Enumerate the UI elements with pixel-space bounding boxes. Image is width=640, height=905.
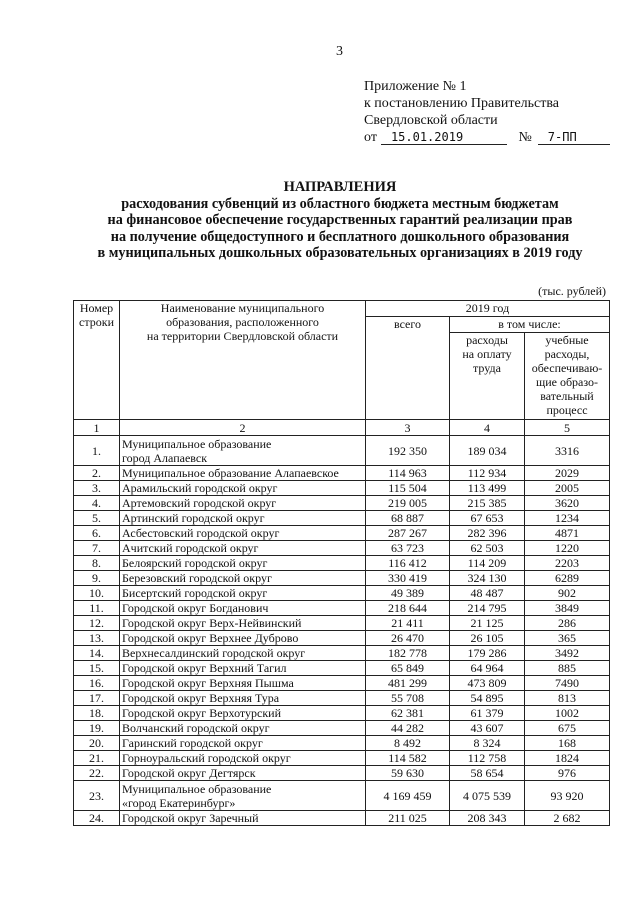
municipality-name-line: Городской округ Верхний Тагил xyxy=(122,661,287,675)
educational-expenses-amount: 2029 xyxy=(525,466,610,481)
title-line-1: расходования субвенций из областного бюджета местным бюджетам xyxy=(121,195,559,212)
educational-expenses-amount: 3492 xyxy=(525,646,610,661)
educational-expenses-amount: 3316 xyxy=(525,436,610,466)
municipality-name xyxy=(120,631,366,646)
educational-expenses-amount: 976 xyxy=(525,766,610,781)
header-including: в том числе: xyxy=(450,317,610,333)
row-number: 10. xyxy=(74,586,120,601)
table-row xyxy=(74,661,610,676)
salary-amount: 8 324 xyxy=(450,736,525,751)
total-amount: 182 778 xyxy=(366,646,450,661)
municipality-name xyxy=(120,586,366,601)
table-row xyxy=(74,736,610,751)
table-row xyxy=(74,721,610,736)
table-row xyxy=(74,556,610,571)
row-number: 6. xyxy=(74,526,120,541)
educational-expenses-amount: 4871 xyxy=(525,526,610,541)
table-row xyxy=(74,646,610,661)
row-number: 16. xyxy=(74,676,120,691)
total-amount: 330 419 xyxy=(366,571,450,586)
row-number: 15. xyxy=(74,661,120,676)
educational-expenses-amount: 2 682 xyxy=(525,811,610,826)
educational-expenses-amount: 1220 xyxy=(525,541,610,556)
appendix-line-1: Приложение № 1 xyxy=(364,79,467,94)
municipality-name-line: Гаринский городской округ xyxy=(122,736,263,750)
total-amount: 192 350 xyxy=(366,436,450,466)
row-number: 12. xyxy=(74,616,120,631)
row-number: 2. xyxy=(74,466,120,481)
educational-expenses-amount: 3849 xyxy=(525,601,610,616)
table-row xyxy=(74,526,610,541)
table-row xyxy=(74,676,610,691)
educational-expenses-amount: 1002 xyxy=(525,706,610,721)
appendix-date-line xyxy=(364,129,610,146)
number-prefix: № xyxy=(518,130,532,145)
subvention-table xyxy=(73,300,610,826)
total-amount: 68 887 xyxy=(366,511,450,526)
municipality-name-line: Городской округ Верхотурский xyxy=(122,706,282,720)
row-number: 11. xyxy=(74,601,120,616)
municipality-name xyxy=(120,691,366,706)
total-amount: 59 630 xyxy=(366,766,450,781)
title-heading: НАПРАВЛЕНИЯ xyxy=(283,179,397,195)
municipality-name-line: Горноуральский городской округ xyxy=(122,751,291,765)
column-number: 3 xyxy=(366,420,450,436)
educational-expenses-amount: 1824 xyxy=(525,751,610,766)
appendix-block xyxy=(364,78,610,146)
educational-expenses-amount: 2203 xyxy=(525,556,610,571)
table-row xyxy=(74,691,610,706)
educational-expenses-amount: 168 xyxy=(525,736,610,751)
municipality-name-line: Белоярский городской округ xyxy=(122,556,268,570)
municipality-name-line: Верхнесалдинский городской округ xyxy=(122,646,306,660)
table-row xyxy=(74,751,610,766)
salary-amount: 54 895 xyxy=(450,691,525,706)
total-amount: 116 412 xyxy=(366,556,450,571)
table-row xyxy=(74,601,610,616)
total-amount: 211 025 xyxy=(366,811,450,826)
page-number: 3 xyxy=(336,44,343,59)
educational-expenses-amount: 2005 xyxy=(525,481,610,496)
table-row xyxy=(74,766,610,781)
salary-amount: 112 934 xyxy=(450,466,525,481)
row-number: 3. xyxy=(74,481,120,496)
title-line-2: на финансовое обеспечение государственных гарантий реализации прав xyxy=(107,212,573,229)
header-year: 2019 год xyxy=(366,301,610,317)
salary-amount: 4 075 539 xyxy=(450,781,525,811)
educational-expenses-amount: 902 xyxy=(525,586,610,601)
row-number: 22. xyxy=(74,766,120,781)
salary-amount: 473 809 xyxy=(450,676,525,691)
header-total: всего xyxy=(366,317,450,420)
municipality-name-line: «город Екатеринбург» xyxy=(122,795,236,810)
total-amount: 63 723 xyxy=(366,541,450,556)
total-amount: 55 708 xyxy=(366,691,450,706)
municipality-name xyxy=(120,466,366,481)
units-label: (тыс. рублей) xyxy=(538,284,606,298)
municipality-name-line: Городской округ Верхняя Пышма xyxy=(122,676,294,690)
row-number: 9. xyxy=(74,571,120,586)
salary-amount: 48 487 xyxy=(450,586,525,601)
salary-amount: 26 105 xyxy=(450,631,525,646)
educational-expenses-amount: 3620 xyxy=(525,496,610,511)
salary-amount: 67 653 xyxy=(450,511,525,526)
salary-amount: 282 396 xyxy=(450,526,525,541)
educational-expenses-amount: 365 xyxy=(525,631,610,646)
row-number: 23. xyxy=(74,781,120,811)
municipality-name-line: Городской округ Верхняя Тура xyxy=(122,691,280,705)
municipality-name xyxy=(120,571,366,586)
salary-amount: 324 130 xyxy=(450,571,525,586)
table-row xyxy=(74,571,610,586)
header-row-number: Номер строки xyxy=(74,301,120,420)
municipality-name-line: Городской округ Богданович xyxy=(122,601,269,615)
municipality-name xyxy=(120,751,366,766)
municipality-name-line: Артемовский городской округ xyxy=(122,496,277,510)
salary-amount: 62 503 xyxy=(450,541,525,556)
educational-expenses-amount: 7490 xyxy=(525,676,610,691)
salary-amount: 179 286 xyxy=(450,646,525,661)
total-amount: 49 389 xyxy=(366,586,450,601)
row-number: 17. xyxy=(74,691,120,706)
table-row xyxy=(74,811,610,826)
date-prefix: от xyxy=(364,130,377,145)
row-number: 4. xyxy=(74,496,120,511)
municipality-name xyxy=(120,736,366,751)
table-row xyxy=(74,541,610,556)
total-amount: 21 411 xyxy=(366,616,450,631)
municipality-name xyxy=(120,511,366,526)
municipality-name xyxy=(120,811,366,826)
municipality-name-line: Муниципальное образование Алапаевское xyxy=(122,466,339,480)
total-amount: 219 005 xyxy=(366,496,450,511)
salary-amount: 112 758 xyxy=(450,751,525,766)
table-row xyxy=(74,781,610,811)
municipality-name-line: Муниципальное образование xyxy=(122,781,272,796)
municipality-name-line: Арамильский городской округ xyxy=(122,481,278,495)
municipality-name xyxy=(120,616,366,631)
row-number: 7. xyxy=(74,541,120,556)
municipality-name-line: Березовский городской округ xyxy=(122,571,272,585)
row-number: 14. xyxy=(74,646,120,661)
educational-expenses-amount: 286 xyxy=(525,616,610,631)
resolution-date: 15.01.2019 xyxy=(381,130,507,145)
salary-amount: 64 964 xyxy=(450,661,525,676)
educational-expenses-amount: 1234 xyxy=(525,511,610,526)
header-educational-expenses: учебные расходы, обеспечиваю- щие образо- вательный процесс xyxy=(525,333,610,420)
municipality-name xyxy=(120,436,366,466)
column-number: 2 xyxy=(120,420,366,436)
salary-amount: 208 343 xyxy=(450,811,525,826)
salary-amount: 21 125 xyxy=(450,616,525,631)
educational-expenses-amount: 675 xyxy=(525,721,610,736)
table-row xyxy=(74,616,610,631)
municipality-name-line: Ачитский городской округ xyxy=(122,541,259,555)
salary-amount: 114 209 xyxy=(450,556,525,571)
municipality-name-line: город Алапаевск xyxy=(122,450,208,465)
row-number: 1. xyxy=(74,436,120,466)
total-amount: 65 849 xyxy=(366,661,450,676)
table-row xyxy=(74,631,610,646)
municipality-name-line: Городской округ Заречный xyxy=(122,811,259,825)
total-amount: 481 299 xyxy=(366,676,450,691)
educational-expenses-amount: 93 920 xyxy=(525,781,610,811)
total-amount: 26 470 xyxy=(366,631,450,646)
total-amount: 62 381 xyxy=(366,706,450,721)
title-line-3: на получение общедоступного и бесплатного дошкольного образования xyxy=(110,228,570,245)
municipality-name xyxy=(120,496,366,511)
row-number: 21. xyxy=(74,751,120,766)
salary-amount: 189 034 xyxy=(450,436,525,466)
column-number: 5 xyxy=(525,420,610,436)
municipality-name-line: Городской округ Дегтярск xyxy=(122,766,256,780)
municipality-name xyxy=(120,706,366,721)
total-amount: 8 492 xyxy=(366,736,450,751)
educational-expenses-amount: 885 xyxy=(525,661,610,676)
salary-amount: 61 379 xyxy=(450,706,525,721)
educational-expenses-amount: 813 xyxy=(525,691,610,706)
salary-amount: 214 795 xyxy=(450,601,525,616)
municipality-name-line: Городской округ Верх-Нейвинский xyxy=(122,616,302,630)
educational-expenses-amount: 6289 xyxy=(525,571,610,586)
title-line-4: в муниципальных дошкольных образовательных организациях в 2019 году xyxy=(97,245,583,262)
table-row xyxy=(74,496,610,511)
table-row xyxy=(74,586,610,601)
total-amount: 4 169 459 xyxy=(366,781,450,811)
column-number: 4 xyxy=(450,420,525,436)
row-number: 20. xyxy=(74,736,120,751)
document-title xyxy=(0,179,640,262)
header-salary: расходы на оплату труда xyxy=(450,333,525,420)
municipality-name-line: Бисертский городской округ xyxy=(122,586,268,600)
resolution-number: 7-ПП xyxy=(538,130,610,145)
municipality-name xyxy=(120,646,366,661)
total-amount: 44 282 xyxy=(366,721,450,736)
table-row xyxy=(74,511,610,526)
table-row xyxy=(74,481,610,496)
salary-amount: 215 385 xyxy=(450,496,525,511)
municipality-name-line: Волчанский городской округ xyxy=(122,721,270,735)
municipality-name xyxy=(120,661,366,676)
salary-amount: 43 607 xyxy=(450,721,525,736)
salary-amount: 113 499 xyxy=(450,481,525,496)
municipality-name xyxy=(120,481,366,496)
municipality-name xyxy=(120,601,366,616)
total-amount: 114 582 xyxy=(366,751,450,766)
row-number: 19. xyxy=(74,721,120,736)
municipality-name xyxy=(120,556,366,571)
header-name: Наименование муниципального образования, расположенного на территории Свердловской области xyxy=(120,301,366,420)
table-row xyxy=(74,706,610,721)
row-number: 18. xyxy=(74,706,120,721)
municipality-name-line: Муниципальное образование xyxy=(122,436,272,451)
column-numbers-row xyxy=(74,420,610,436)
table-row xyxy=(74,436,610,466)
municipality-name xyxy=(120,541,366,556)
row-number: 13. xyxy=(74,631,120,646)
municipality-name xyxy=(120,676,366,691)
municipality-name-line: Городской округ Верхнее Дуброво xyxy=(122,631,299,645)
column-number: 1 xyxy=(74,420,120,436)
total-amount: 287 267 xyxy=(366,526,450,541)
municipality-name xyxy=(120,766,366,781)
row-number: 24. xyxy=(74,811,120,826)
municipality-name xyxy=(120,721,366,736)
municipality-name-line: Асбестовский городской округ xyxy=(122,526,280,540)
appendix-line-2: к постановлению Правительства xyxy=(364,96,560,111)
total-amount: 218 644 xyxy=(366,601,450,616)
total-amount: 115 504 xyxy=(366,481,450,496)
appendix-line-3: Свердловской области xyxy=(364,113,498,128)
row-number: 8. xyxy=(74,556,120,571)
salary-amount: 58 654 xyxy=(450,766,525,781)
table-row xyxy=(74,466,610,481)
row-number: 5. xyxy=(74,511,120,526)
municipality-name xyxy=(120,781,366,811)
total-amount: 114 963 xyxy=(366,466,450,481)
municipality-name-line: Артинский городской округ xyxy=(122,511,265,525)
municipality-name xyxy=(120,526,366,541)
